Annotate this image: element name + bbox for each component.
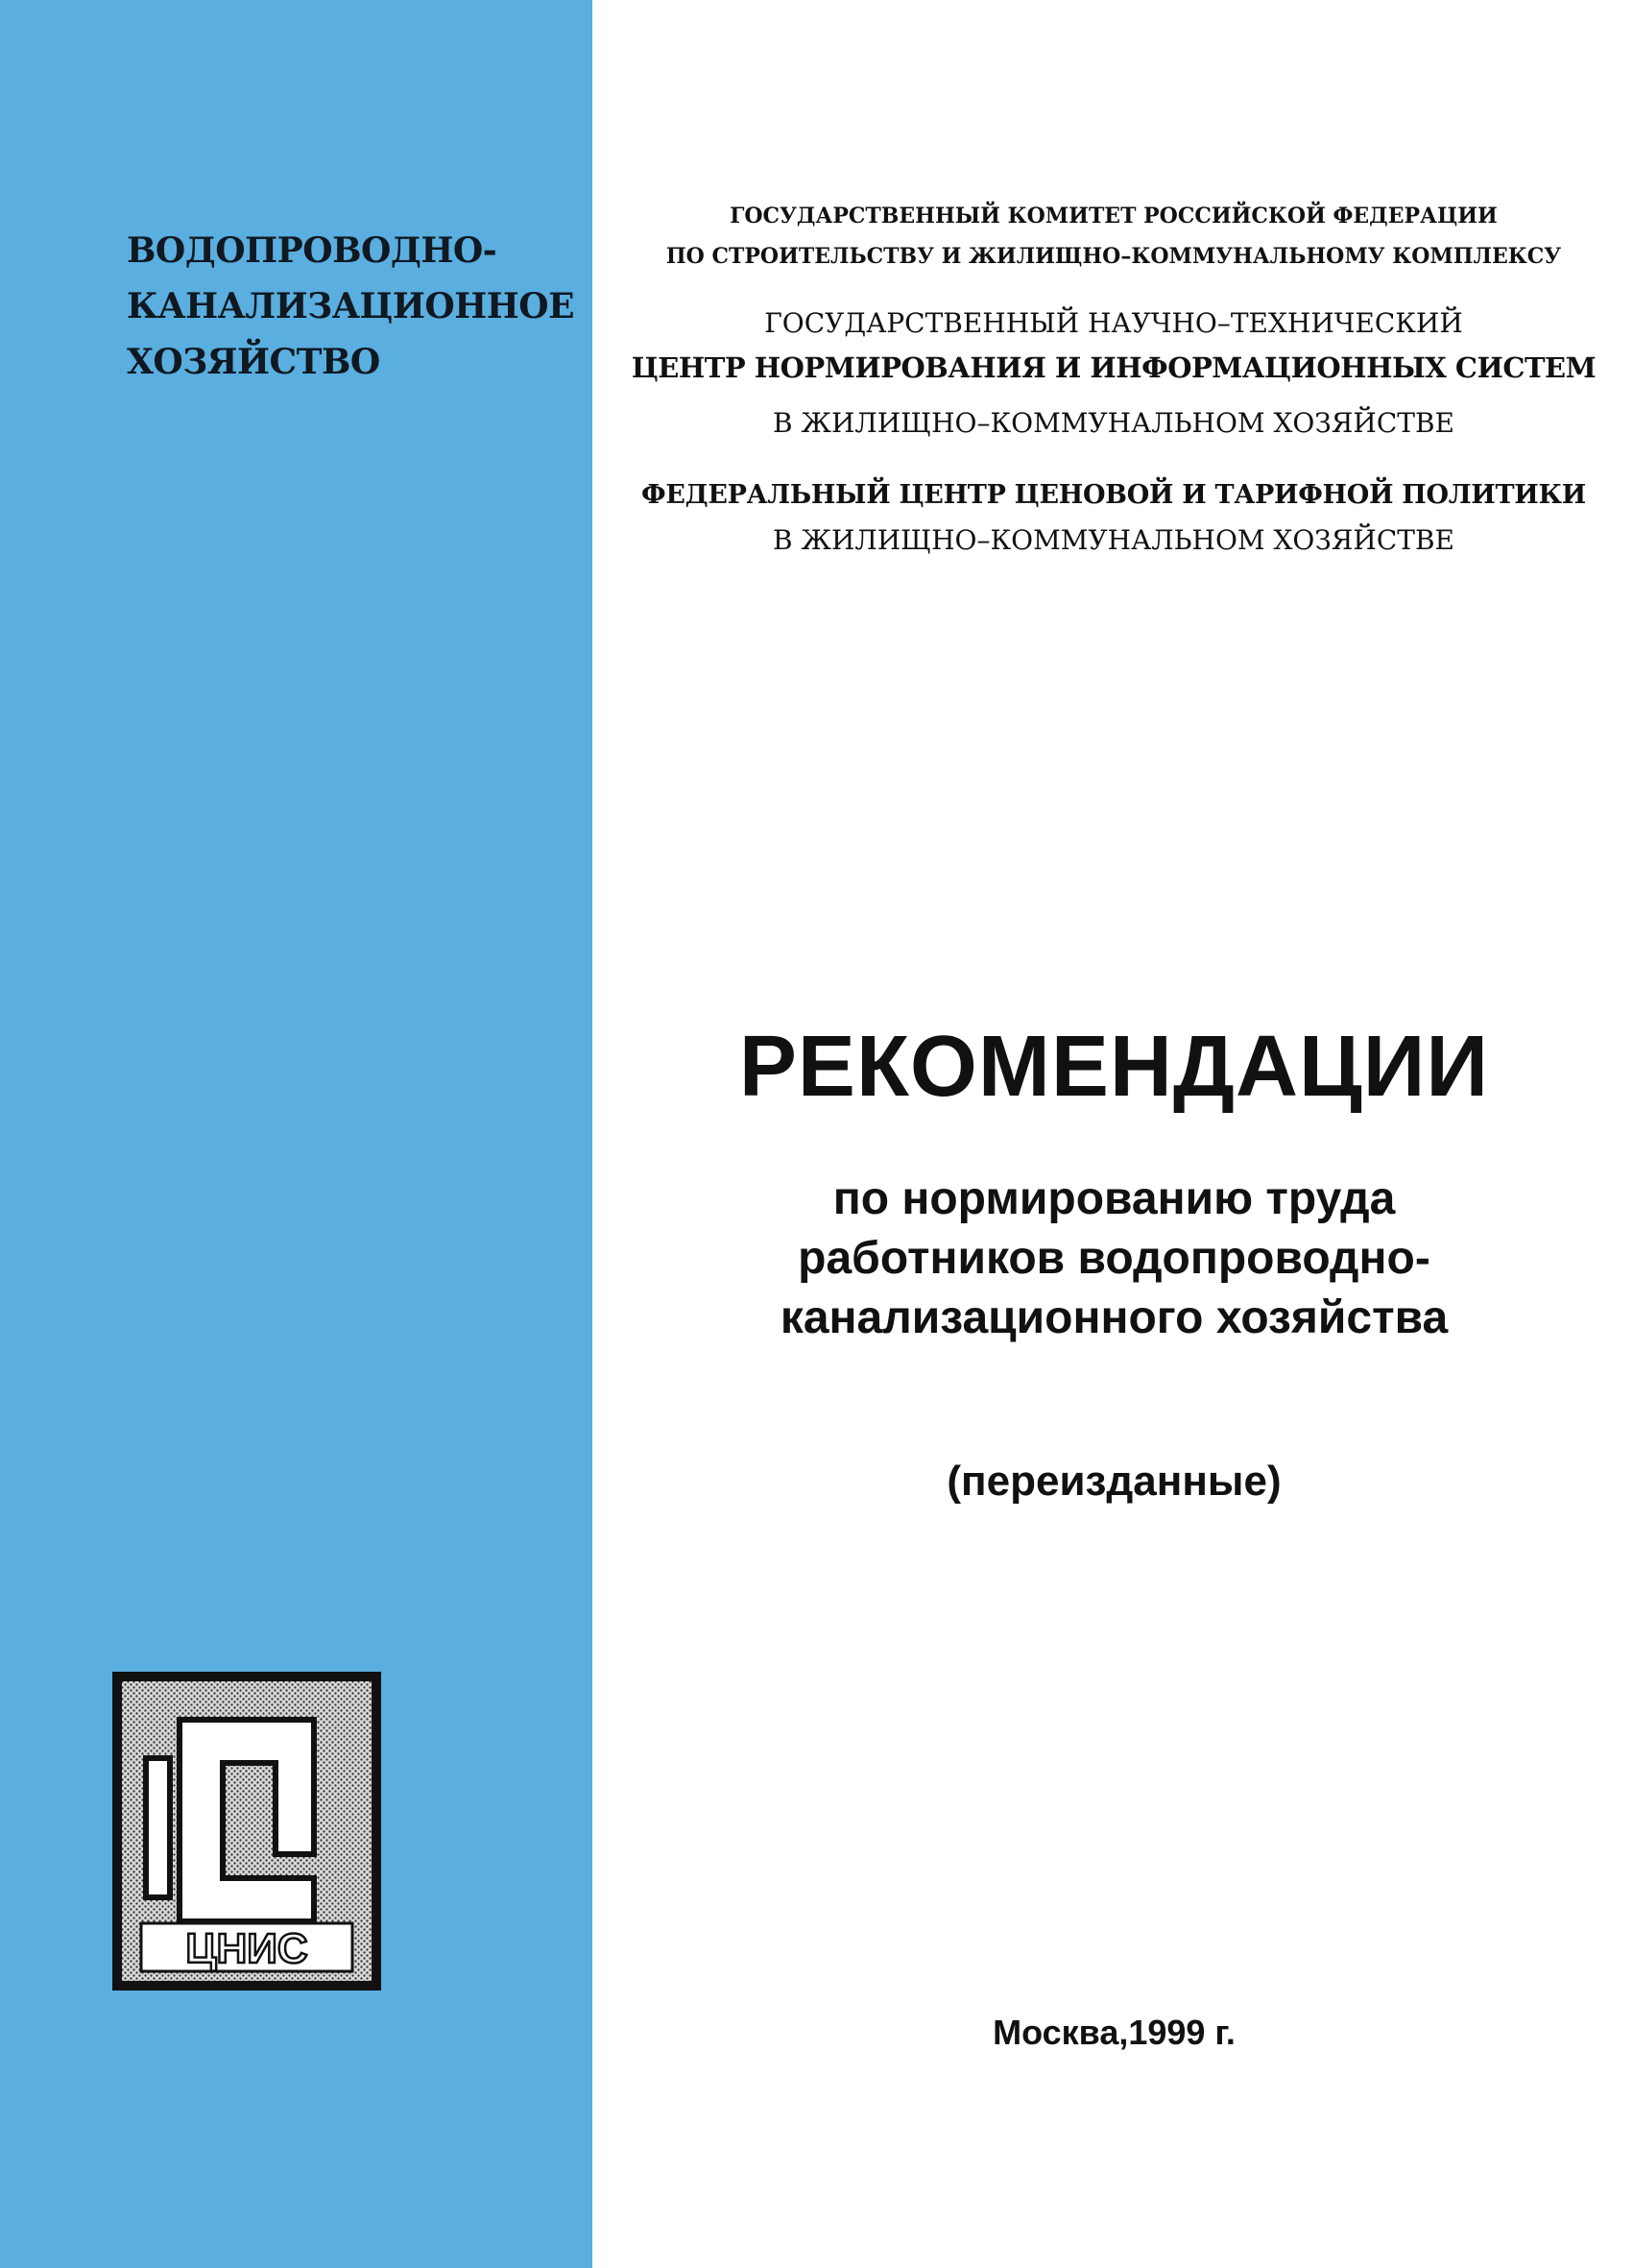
- document-title: РЕКОМЕНДАЦИИ: [738, 1019, 1490, 1115]
- center-line-3: В ЖИЛИЩНО–КОММУНАЛЬНОМ ХОЗЯЙСТВЕ: [773, 407, 1454, 439]
- subtitle-line: канализационного хозяйства: [780, 1292, 1449, 1343]
- edition-note: (переизданные): [947, 1458, 1282, 1505]
- center-line-1: ГОСУДАРСТВЕННЫЙ НАУЧНО–ТЕХНИЧЕСКИЙ: [764, 307, 1463, 339]
- subtitle-line: работников водопроводно-: [798, 1233, 1430, 1284]
- committee-line-1: ГОСУДАРСТВЕННЫЙ КОМИТЕТ РОССИЙСКОЙ ФЕДЕРАЦИИ: [730, 204, 1498, 229]
- place-and-year: Москва,1999 г.: [993, 2013, 1236, 2052]
- series-title-line: ВОДОПРОВОДНО-: [127, 230, 497, 271]
- logo-text: ЦНИС: [185, 1925, 308, 1972]
- cnis-logo: [112, 1672, 381, 1991]
- series-title-line: КАНАЛИЗАЦИОННОЕ: [127, 286, 575, 326]
- document-subtitle: [595, 1170, 1633, 1348]
- series-title-line: ХОЗЯЙСТВО: [127, 342, 380, 382]
- federal-center-line-1: ФЕДЕРАЛЬНЫЙ ЦЕНТР ЦЕНОВОЙ И ТАРИФНОЙ ПОЛИТИКИ: [641, 480, 1586, 510]
- committee-line-2: ПО СТРОИТЕЛЬСТВУ И ЖИЛИЩНО–КОММУНАЛЬНОМУ КОМПЛЕКСУ: [665, 244, 1562, 269]
- federal-center-line-2: В ЖИЛИЩНО–КОММУНАЛЬНОМ ХОЗЯЙСТВЕ: [773, 524, 1454, 556]
- series-title: [127, 223, 578, 390]
- center-line-2: ЦЕНТР НОРМИРОВАНИЯ И ИНФОРМАЦИОННЫХ СИСТЕМ: [631, 351, 1597, 384]
- subtitle-line: по нормированию труда: [832, 1173, 1396, 1224]
